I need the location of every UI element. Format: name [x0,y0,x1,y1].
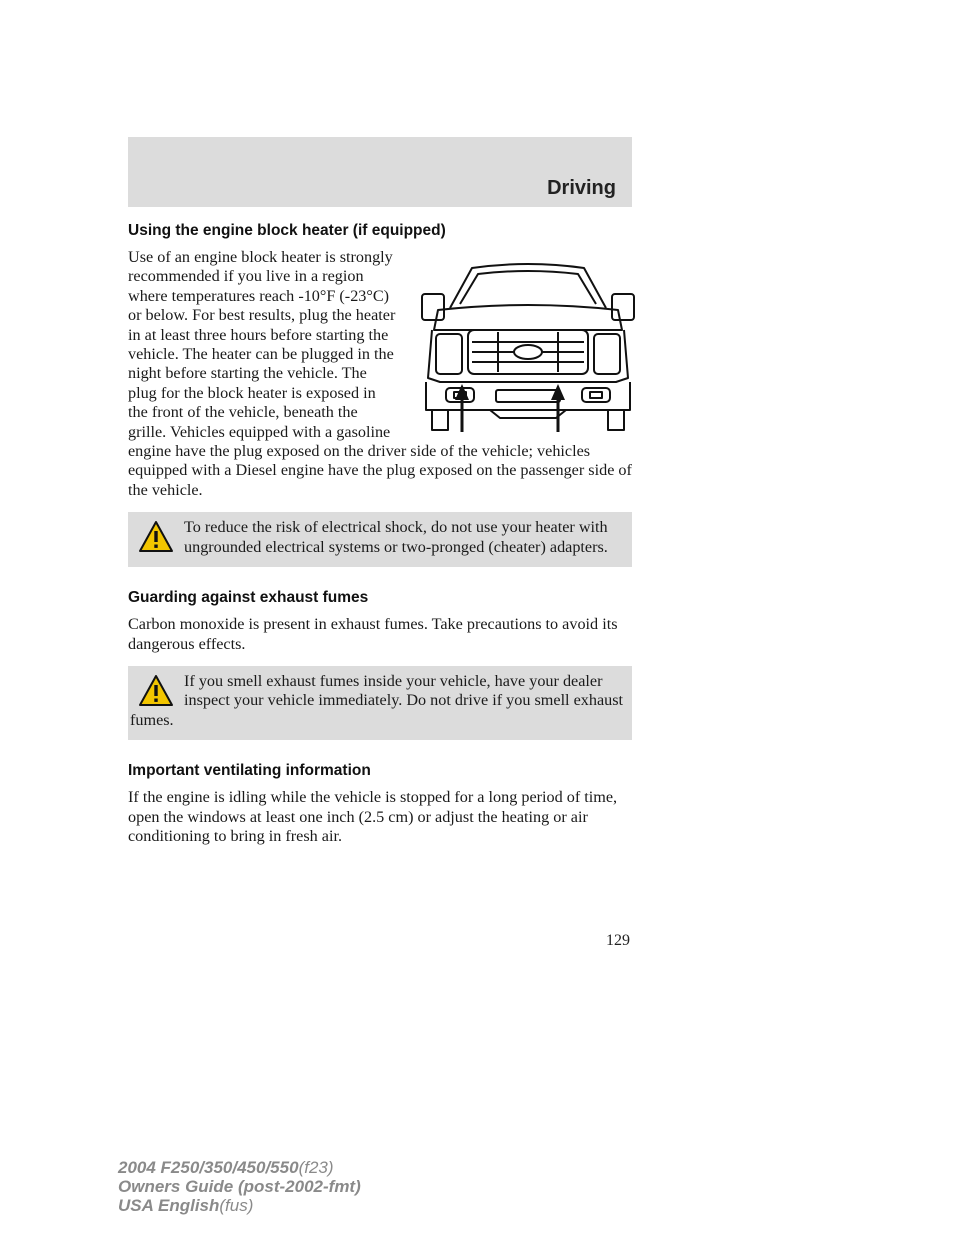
footer-language: USA English [118,1196,220,1215]
warning-triangle-icon [138,520,174,554]
footer-language-code: (fus) [219,1196,254,1215]
footer-model-code: (f23) [298,1158,334,1177]
heading-block-heater: Using the engine block heater (if equipped) [128,222,446,239]
warning-triangle-icon [138,674,174,708]
page-number: 129 [606,932,630,949]
block-heater-paragraph: Use of an engine block heater is strongly recommended if you live in a region where temperatures reach -10°F (-23°C) or below. For best results, plug the heater in at least three hours before starting the vehicle. The heater can be plugged in the night before starting the vehicle. The plug for the block heater is exposed in the front of the vehicle, beneath the grille. Vehicles equipped with a gasoline engine have the plug exposed on the driver side of the vehicle; vehicles equipped with a Diesel engine have the plug exposed on the passenger side of the vehicle. [128,248,632,499]
footer-line-3 [118,1196,361,1215]
heading-exhaust-fumes: Guarding against exhaust fumes [128,589,369,607]
warning-box-exhaust [128,666,632,740]
page-content [128,222,632,846]
block-heater-body [128,248,632,500]
ventilating-paragraph: If the engine is idling while the vehicle is stopped for a long period of time, open the windows at least one inch (2.5 cm) or adjust the heating or air conditioning to bring in fresh air. [128,788,618,845]
section-header-band [128,137,632,207]
footer-line-1 [118,1158,361,1177]
warning-text-exhaust: If you smell exhaust fumes inside your vehicle, have your dealer inspect your vehicle immediately. Do not drive if you smell exhaust fumes. [130,671,624,729]
truck-front-illustration [410,260,646,432]
warning-box-electrical [128,512,632,567]
section-title: Driving [547,177,616,199]
heading-ventilating: Important ventilating information [128,762,371,780]
exhaust-fumes-paragraph: Carbon monoxide is present in exhaust fumes. Take precautions to avoid its dangerous effects. [128,615,618,653]
footer-model: 2004 F250/350/450/550 [118,1158,299,1177]
warning-text-electrical: To reduce the risk of electrical shock, do not use your heater with ungrounded electrical systems or two-pronged (cheater) adapters. [184,518,608,556]
footer-line-2 [118,1177,361,1196]
document-footer [118,1158,361,1215]
footer-guide: Owners Guide (post-2002-fmt) [118,1177,361,1196]
